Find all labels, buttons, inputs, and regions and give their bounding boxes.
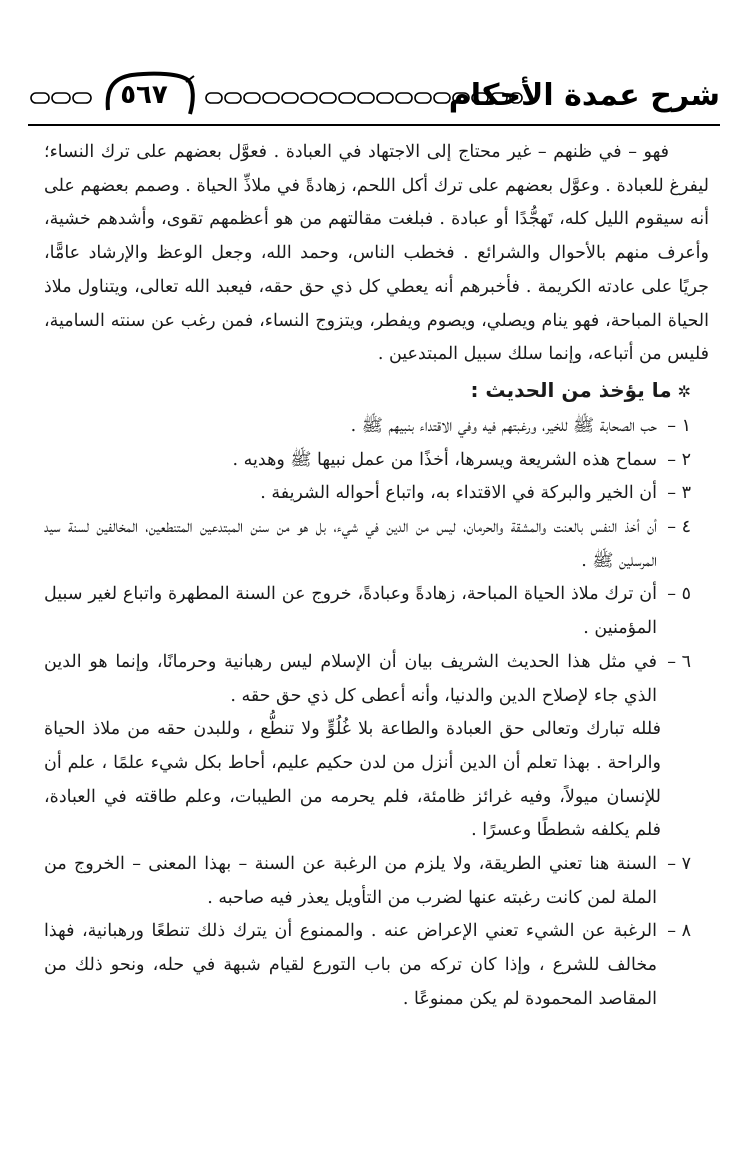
list-item [44,444,691,478]
header-ornament-small-icon [30,92,92,104]
list-item [44,646,691,713]
item-text: السنة هنا تعني الطريقة، ولا يلزم من الرغبة عن السنة – بهذا المعنى – الخروج من الملة لمن كانت رغبته عنها لضرب من التأويل يعذر فيه صاحبه . [44,854,657,908]
item-number: ٧ – [667,854,691,875]
page-header [30,62,720,124]
item-text: الرغبة عن الشيء تعني الإعراض عنه . والممنوع أن يترك ذلك تنطعًا ورهبانية، فهذا مخالف للشرع ، وإذا كان تركه من باب التورع لقيام شبهة في حله، ونحو ذلك من المقاصد المحمودة لم يكن ممنوعًا . [44,921,657,1009]
list-item [44,915,691,1016]
list-item [44,578,691,645]
item-number: ٥ – [667,584,691,605]
item-text: أن الخير والبركة في الاقتداء به، واتباع أحواله الشريفة . [260,483,657,504]
explanation-paragraph: فلله تبارك وتعالى حق العبادة والطاعة بلا غُلُوٍّ ولا تنطُّع ، وللبدن حقه من ملاذ الحياة والراحة . بهذا تعلم أن الدين أنزل من لدن حكيم عليم، أحاط بكل شيء علمًا ، علم أن للإنسان ميولاً، وفيه غرائز ظامئة، فلم يحرمه من الطيبات، وعلم طاقته في العبادة، فلم يكلفه شططًا وعسرًا . [44,719,661,841]
list-item [44,477,691,511]
page-number-box [102,70,198,116]
item-number: ٤ – [667,517,691,538]
page-number: ٥٦٧ [120,80,168,110]
item-text: سماح هذه الشريعة ويسرها، أخذًا من عمل نبيها ﷺ وهديه . [232,449,657,470]
list-item [44,511,691,578]
item-number: ٨ – [667,921,691,942]
page-body [44,136,709,1017]
item-text: حب الصحابة ﷺ للخير، ورغبتهم فيه وفي الاقتداء بنبيهم ﷺ . [350,415,657,436]
section-heading-text: ما يؤخذ من الحديث : [470,377,672,402]
asterisk-icon: ✲ [677,381,691,401]
section-heading [44,372,691,410]
item-text: أن ترك ملاذ الحياة المباحة، زهادةً وعبادةً، خروج عن السنة المطهرة واتباع لغير سبيل المؤمنين . [44,584,657,639]
intro-paragraph: فهو – في ظنهم – غير محتاج إلى الاجتهاد في العبادة . فعوَّل بعضهم على ترك النساء؛ ليفرغ للعبادة . وعوَّل بعضهم على ترك أكل اللحم، زهادةً في ملاذِّ الحياة . وصمم بعضهم على أنه سيقوم الليل كله، تَهجُّدًا أو عبادة . فبلغت مقالتهم من هو أعظمهم تقوى، وأشدهم خشية، وأعرف منهم بالأحوال والشرائع . فخطب الناس، وحمد الله، وجعل الوعظ والإرشاد عامًّا، جريًا على عادته الكريمة . فأخبرهم أنه يعطي كل ذي حق حقه، فيعبد الله تعالى، ويتناول ملاذ الحياة المباحة، فهو ينام ويصلي، ويصوم ويفطر، ويتزوج النساء، فمن رغب عن سنته السامية، فليس من أتباعه، وإنما سلك سبيل المبتدعين . [44,142,709,365]
book-title: شرح عمدة الأحكام [448,78,720,113]
item-text: في مثل هذا الحديث الشريف بيان أن الإسلام ليس رهبانية وحرمانًا، وإنما هو الدين الذي جاء لإصلاح الدين والدنيا، وأنه أعطى كل ذي حق حقه . [44,651,657,706]
item-number: ٦ – [667,651,691,672]
header-ornament-icon [205,92,523,104]
item-number: ١ – [667,415,691,436]
item-number: ٣ – [667,483,691,504]
header-rule [28,124,720,126]
item-number: ٢ – [667,449,691,470]
list-item [44,848,691,915]
list-item [44,410,691,444]
item-text: أن أخذ النفس بالعنت والمشقة والحرمان، ليس من الدين في شيء، بل هو من سنن المبتدعين المتنطعين، المخالفين لسنة سيد المرسلين ﷺ . [44,517,657,571]
